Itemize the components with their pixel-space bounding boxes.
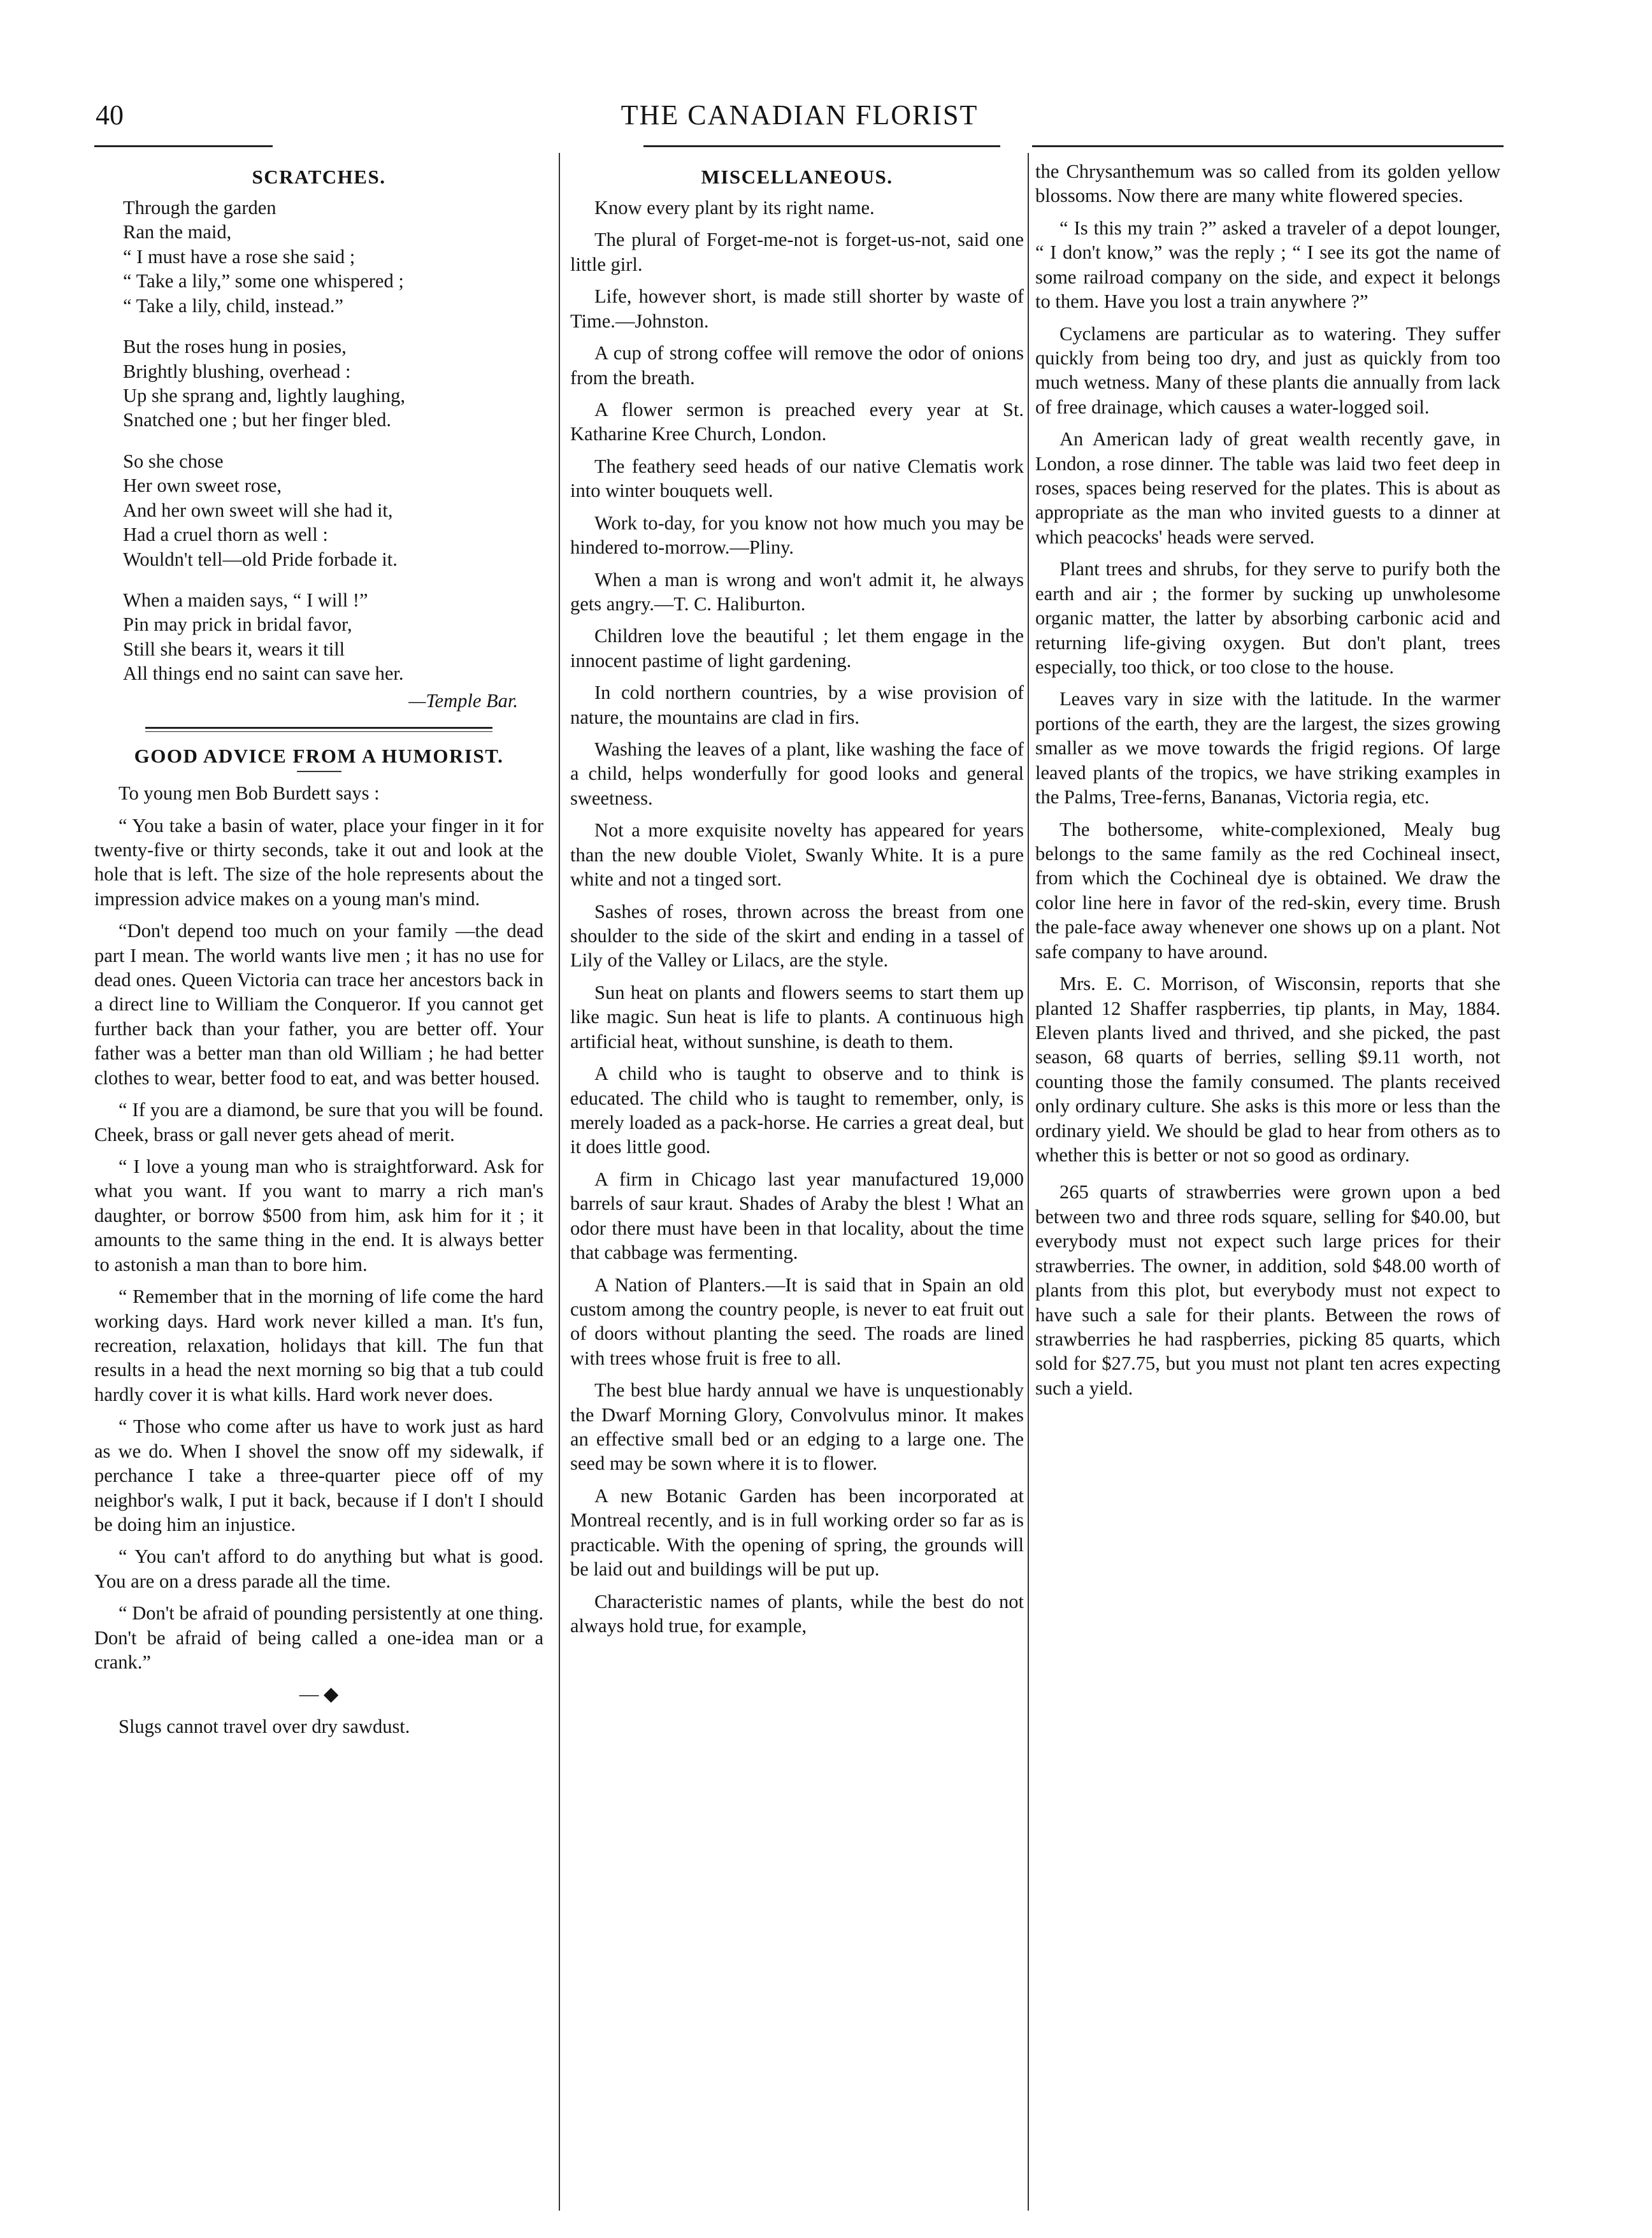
poem-line: And her own sweet will she had it, xyxy=(123,499,393,521)
scratches-poem xyxy=(123,196,543,713)
article-paragraph: An American lady of great wealth recently gave, in London, a rose dinner. The table was laid two feet deep in roses, spaces being reserved for the plates. This is about as appropriate as the man who invited guests to a dinner at which peacocks' heads were served. xyxy=(1035,428,1500,548)
poem-stanza xyxy=(123,196,543,318)
article-paragraph: “ Those who come after us have to work just as hard as we do. When I shovel the snow off my sidewalk, if perchance I take a three-quarter piece off of my neighbor's walk, I put it back, because if I don't I should be doing him an injustice. xyxy=(94,1416,543,1535)
article-paragraph: The bothersome, white-complexioned, Mealy bug belongs to the same family as the red Cochineal insect, from which the Cochineal dye is obtained. We draw the color line here in favor of the red-skin, every time. Brush the pale-face away whenever one shows up on a plant. Not safe company to have around. xyxy=(1035,818,1500,963)
column-divider-left xyxy=(559,153,560,2211)
article-paragraph: Characteristic names of plants, while the best do not always hold true, for example, xyxy=(570,1590,1024,1637)
poem-stanza xyxy=(123,334,543,433)
article-paragraph: Sashes of roses, thrown across the breast from one shoulder to the side of the skirt and ending in a tassel of Lily of the Valley or Lilacs, are the style. xyxy=(570,900,1024,972)
article-paragraph: The best blue hardy annual we have is unquestionably the Dwarf Morning Glory, Convolvulus minor. It makes an effective small bed or an edging to a large one. The seed may be sown where it is to flower. xyxy=(570,1379,1024,1475)
article-paragraph: Mrs. E. C. Morrison, of Wisconsin, reports that she planted 12 Shaffer raspberries, tip plants, in May, 1884. Eleven plants lived and thrived, and she picked, the past season, 68 quarts of berries, selling $9.11 worth, not counting those the family consumed. The plants received only ordinary culture. She asks is this more or less than the ordinary yield. We should be glad to hear from others as to whether this is better or not so good as ordinary. xyxy=(1035,973,1500,1166)
article-paragraph: A Nation of Planters.—It is said that in Spain an old custom among the country people, is never to eat fruit out of doors without planting the seed. The roads are lined with trees whose fruit is free to all. xyxy=(570,1273,1024,1369)
poem-attribution: —Temple Bar. xyxy=(408,689,518,712)
article-paragraph: “ If you are a diamond, be sure that you will be found. Cheek, brass or gall never gets ahead of merit. xyxy=(94,1099,543,1145)
closing-paragraph: Slugs cannot travel over dry sawdust. xyxy=(119,1715,410,1737)
poem-line: All things end no saint can save her. xyxy=(123,663,404,685)
article-paragraph: The feathery seed heads of our native Clematis work into winter bouquets well. xyxy=(570,455,1024,502)
article-paragraph: “Don't depend too much on your family —the dead part I mean. The world wants live men ; it has no use for dead ones. Queen Victoria can trace her ancestors back in a direct line to William the Conqueror. If you cannot get further back than your father, you are better off. Your father was a better man than old William ; he had better clothes to wear, better food to eat, and was better housed. xyxy=(94,920,543,1089)
article-paragraph: When a man is wrong and won't admit it, he always gets angry.—T. C. Haliburton. xyxy=(570,568,1024,615)
header-rule-right xyxy=(1032,145,1504,147)
ornament-divider: — ◆ xyxy=(299,1683,339,1705)
article-paragraph: Not a more exquisite novelty has appeared for years than the new double Violet, Swanly White. It is a pure white and not a tinged sort. xyxy=(570,819,1024,891)
poem-line: “ Take a lily,” some one whispered ; xyxy=(123,270,404,292)
article-paragraph: “ Remember that in the morning of life come the hard working days. Hard work never killed a man. It's fun, recreation, relaxation, holidays that kill. The fun that results in a head the next morning so big that a tub could hardly cover it is what kills. Hard work never does. xyxy=(94,1286,543,1405)
article-paragraph: Cyclamens are particular as to watering. They suffer quickly from being too dry, and just as quickly from too much wetness. Many of these plants die annually from lack of free drainage, which causes a water-logged soil. xyxy=(1035,322,1500,418)
poem-stanza xyxy=(123,449,543,571)
article-paragraph: Plant trees and shrubs, for they serve to purify both the earth and air ; the former by sucking up unwholesome organic matter, the latter by absorbing carbonic acid and returning life-giving oxygen. But don't plant, trees especially, too thick, or too close to the house. xyxy=(1035,558,1500,678)
poem-line: Snatched one ; but her finger bled. xyxy=(123,409,391,431)
article-paragraph: “ I love a young man who is straightforward. Ask for what you want. If you want to marry a rich man's daughter, or borrow $500 from him, ask him for it ; it amounts to the same thing in the end. It is always better to astonish a man than to bore him. xyxy=(94,1156,543,1275)
article-paragraph: A firm in Chicago last year manufactured 19,000 barrels of saur kraut. Shades of Araby the blest ! What an odor there must have been in that locality, about the time that cabbage was fermenting. xyxy=(570,1168,1024,1264)
article-paragraph: the Chrysanthemum was so called from its golden yellow blossoms. Now there are many white flowered species. xyxy=(1035,161,1500,207)
poem-line: Her own sweet rose, xyxy=(123,475,282,497)
heading-rule xyxy=(297,771,341,772)
column-divider-right xyxy=(1028,153,1029,2211)
article-paragraph: Know every plant by its right name. xyxy=(594,197,875,219)
page-number: 40 xyxy=(96,99,124,131)
poem-line: Brightly blushing, overhead : xyxy=(123,360,351,382)
section-divider xyxy=(145,727,492,732)
poem-line: Wouldn't tell—old Pride forbade it. xyxy=(123,548,398,570)
poem-line: Pin may prick in bridal favor, xyxy=(123,613,352,636)
poem-line: Through the garden xyxy=(123,197,277,219)
page-header xyxy=(89,99,1510,143)
poem-line: “ Take a lily, child, instead.” xyxy=(123,294,343,317)
poem-line: When a maiden says, “ I will !” xyxy=(123,589,368,611)
header-rule-left xyxy=(94,145,273,147)
poem-stanza xyxy=(123,588,543,686)
column-left xyxy=(94,159,543,1746)
miscellaneous-heading: MISCELLANEOUS. xyxy=(701,166,893,188)
article-paragraph: A new Botanic Garden has been incorporated at Montreal recently, and is in full working order so far as is practicable. With the opening of spring, the grounds will be laid out and buildings will be put up. xyxy=(570,1484,1024,1581)
poem-line: Still she bears it, wears it till xyxy=(123,638,345,660)
poem-line: “ I must have a rose she said ; xyxy=(123,245,356,268)
article-paragraph: “ Don't be afraid of pounding persistently at one thing. Don't be afraid of being called a one-idea man or a crank.” xyxy=(94,1602,543,1674)
article-paragraph: A cup of strong coffee will remove the odor of onions from the breath. xyxy=(570,342,1024,389)
poem-line: Up she sprang and, lightly laughing, xyxy=(123,385,406,406)
article-paragraph: Work to-day, for you know not how much you may be hindered to-morrow.—Pliny. xyxy=(570,512,1024,559)
poem-line: Ran the maid, xyxy=(123,221,232,243)
article-paragraph: Washing the leaves of a plant, like washing the face of a child, helps wonderfully for good looks and general sweetness. xyxy=(570,738,1024,809)
poem-line: Had a cruel thorn as well : xyxy=(123,524,328,546)
column-right xyxy=(1035,159,1500,1408)
article-paragraph: Life, however short, is made still shorter by waste of Time.—Johnston. xyxy=(570,285,1024,332)
article-paragraph: Sun heat on plants and flowers seems to start them up like magic. Sun heat is life to plants. A continuous high artificial heat, without sunshine, is death to them. xyxy=(570,981,1024,1052)
poem-line: But the roses hung in posies, xyxy=(123,336,347,358)
article-paragraph: In cold northern countries, by a wise provision of nature, the mountains are clad in firs. xyxy=(570,682,1024,728)
article-paragraph: To young men Bob Burdett says : xyxy=(119,782,380,805)
scratches-heading: SCRATCHES. xyxy=(252,166,386,188)
header-rule-center xyxy=(643,145,1000,147)
article-paragraph: “ Is this my train ?” asked a traveler of a depot lounger, “ I don't know,” was the reply ; “ I see its got the name of some railroad company on the side, and expect it belongs to them. Have you lost a train anywhere ?” xyxy=(1035,217,1500,313)
article-paragraph: “ You take a basin of water, place your finger in it for twenty-five or thirty seconds, take it out and look at the hole that is left. The size of the hole represents about the impression advice makes on a young man's mind. xyxy=(94,814,543,910)
article-paragraph: Children love the beautiful ; let them engage in the innocent pastime of light gardening. xyxy=(570,625,1024,671)
article-paragraph: “ You can't afford to do anything but what is good. You are on a dress parade all the time. xyxy=(94,1546,543,1592)
column-middle xyxy=(570,159,1024,1646)
journal-title: THE CANADIAN FLORIST xyxy=(621,99,979,131)
poem-line: So she chose xyxy=(123,450,224,472)
article-paragraph: A flower sermon is preached every year at St. Katharine Kree Church, London. xyxy=(570,399,1024,445)
article-paragraph: A child who is taught to observe and to think is educated. The child who is taught to remember, only, is merely loaded as a pack-horse. He carries a great deal, but it does little good. xyxy=(570,1063,1024,1158)
advice-heading: GOOD ADVICE FROM A HUMORIST. xyxy=(134,745,504,768)
article-paragraph: 265 quarts of strawberries were grown upon a bed between two and three rods square, selling for $40.00, but everybody must not expect such large prices for their strawberries. The owner, in addition, sold $48.00 worth of plants from this plot, but everybody must not expect to have such a sale for their plants. Between the rows of strawberries he had raspberries, picking 85 quarts, which sold for $27.75, but you must not plant ten acres expecting such a yield. xyxy=(1035,1181,1500,1399)
article-paragraph: The plural of Forget-me-not is forget-us-not, said one little girl. xyxy=(570,229,1024,275)
article-paragraph: Leaves vary in size with the latitude. In the warmer portions of the earth, they are the largest, the sizes growing smaller as we move towards the frigid regions. Of large leaved plants of the tropics, we have striking examples in the Palms, Tree-ferns, Bananas, Victoria regia, etc. xyxy=(1035,688,1500,808)
